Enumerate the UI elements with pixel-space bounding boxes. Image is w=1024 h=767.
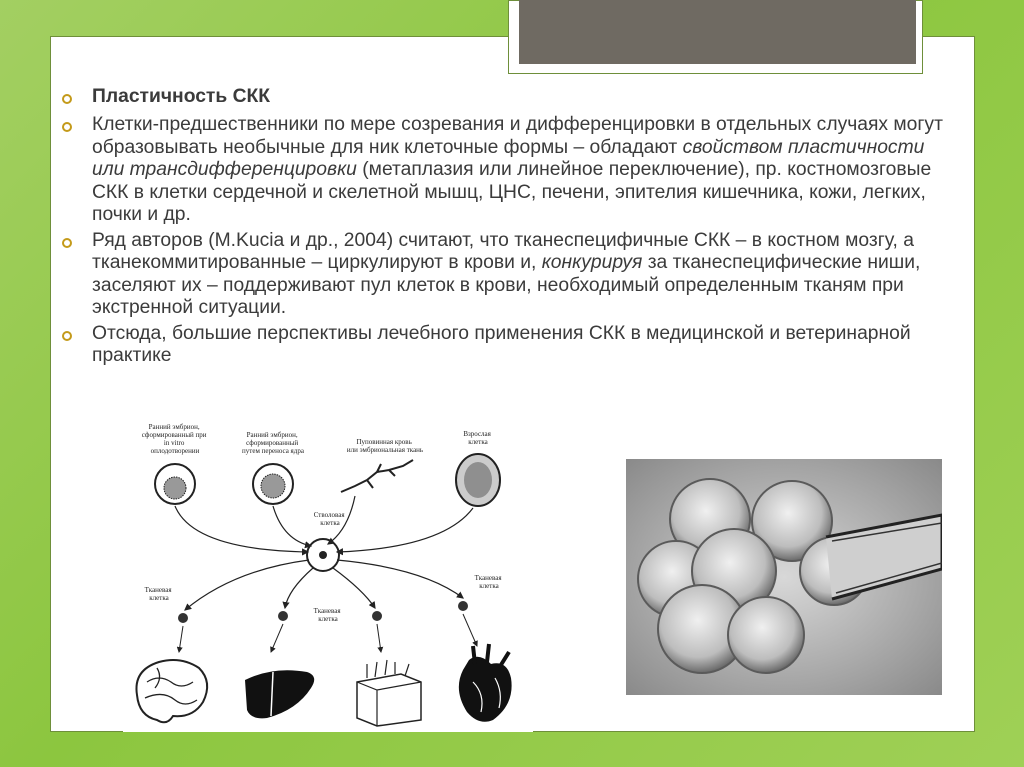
bullet-item bbox=[62, 230, 952, 320]
bullet-text: Клетки-предшественники по мере созревания и дифференцировки в отдельных случаях могут образовывать необычные для ник клеточные формы – обладают свойством пластичности или трансдифференцировки (метаплазия или линейное переключение), пр. костномозговые СКК в клетки сердечной и скелетной мышц, ЦНС, печени, эпителия кишечника, кожи, легких, почки и др. bbox=[92, 114, 943, 225]
bullet-text: Отсюда, большие перспективы лечебного применения СКК в медицинской и ветеринарной практике bbox=[92, 322, 911, 366]
label-early-nt: Ранний эмбрион, сформированный путем переноса ядра bbox=[242, 431, 304, 455]
embryo-ivf-icon bbox=[155, 464, 195, 504]
stem-cell-icon bbox=[307, 539, 339, 571]
label-early-ivf: Ранний эмбрион, сформированный при in vitro оплодотворении bbox=[141, 423, 207, 455]
stem-cell-diagram bbox=[123, 420, 533, 732]
skin-tissue-icon bbox=[357, 660, 421, 726]
bullet-item bbox=[62, 114, 952, 227]
bullet-marker-icon bbox=[62, 114, 92, 139]
liver-icon bbox=[245, 670, 314, 718]
label-tissue-left: Тканевая клетка bbox=[144, 586, 172, 602]
bullet-marker-icon bbox=[62, 323, 92, 348]
label-cord-blood: Пуповинная кровь или эмбриональная ткань bbox=[346, 438, 424, 454]
bullet-item bbox=[62, 323, 952, 368]
bullet-item bbox=[62, 86, 952, 111]
bullet-marker-icon bbox=[62, 86, 92, 111]
embryo-micropipette-photo bbox=[626, 459, 942, 695]
label-stem-cell: Стволовая клетка bbox=[313, 511, 345, 527]
heart-icon bbox=[459, 644, 512, 722]
label-tissue-right: Тканевая клетка bbox=[474, 574, 502, 590]
diverging-arrows bbox=[185, 560, 463, 610]
label-adult-cell: Взрослая клетка bbox=[463, 430, 491, 446]
label-tissue-center: Тканевая клетка bbox=[313, 607, 341, 623]
bullet-heading: Пластичность СКК bbox=[92, 86, 271, 107]
adult-cell-icon bbox=[456, 454, 500, 506]
cord-blood-icon bbox=[341, 460, 413, 492]
bullet-list bbox=[62, 86, 952, 371]
bullet-marker-icon bbox=[62, 230, 92, 255]
bullet-text: Ряд авторов (M.Kucia и др., 2004) считают, что тканеспецифичные СКК – в костном мозгу, а тканекоммитированные – циркулируют в крови и, конкурируя за тканеспецифические ниши, заселяют их – поддерживают пул клеток в крови, необходимый определенным тканям при экстренной ситуации. bbox=[92, 229, 921, 318]
embryo-nt-icon bbox=[253, 464, 293, 504]
brain-icon bbox=[136, 660, 207, 722]
title-placeholder bbox=[519, 0, 916, 64]
